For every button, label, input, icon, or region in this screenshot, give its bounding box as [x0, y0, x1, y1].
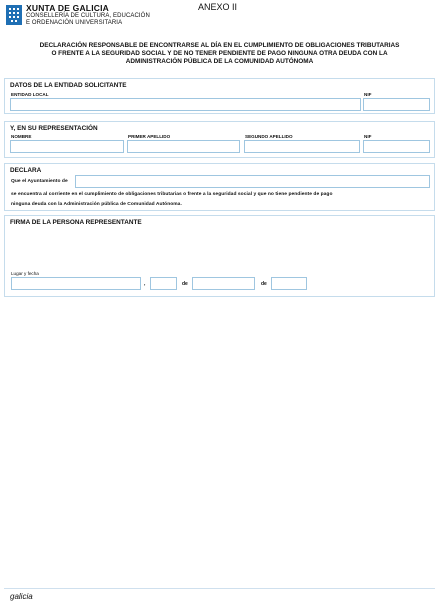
declaration-line-2: se encuentra al corriente en el cumplimiento de obligaciones tributarias o frente a la seguridad social y que no tiene pendiente de pago: [11, 192, 333, 197]
entity-local-label: ENTIDAD LOCAL: [11, 92, 49, 97]
day-field[interactable]: [150, 277, 177, 290]
title-line-1: DECLARACIÓN RESPONSABLE DE ENCONTRARSE AL DÍA EN EL CUMPLIMIENTO DE OBLIGACIONES TRIBUTARIAS: [39, 42, 400, 49]
org-name: XUNTA DE GALICIA: [26, 3, 110, 13]
declaration-section: [4, 163, 435, 211]
place-date-label: Lugar y fecha: [11, 271, 39, 276]
entity-local-field[interactable]: [10, 98, 361, 111]
first-surname-label: PRIMER APELLIDO: [128, 134, 171, 139]
galicia-brand-logo: galicia: [10, 592, 33, 601]
municipality-field[interactable]: [75, 175, 430, 188]
declaration-section-title: DECLARA: [10, 167, 42, 174]
representative-nif-label: NIF: [364, 134, 372, 139]
entity-nif-field[interactable]: [363, 98, 430, 111]
place-field[interactable]: [11, 277, 141, 290]
entity-nif-label: NIF: [364, 92, 372, 97]
name-field[interactable]: [10, 140, 124, 153]
name-label: NOMBRE: [11, 134, 32, 139]
signature-section-title: FIRMA DE LA PERSONA REPRESENTANTE: [10, 219, 142, 226]
month-field[interactable]: [192, 277, 255, 290]
second-surname-field[interactable]: [244, 140, 360, 153]
title-line-2: O FRENTE A LA SEGURIDAD SOCIAL Y DE NO TENER PENDIENTE DE PAGO NINGUNA OTRA DEUDA CON LA: [51, 50, 388, 57]
annex-label: ANEXO II: [198, 2, 238, 12]
xunta-logo-icon: [6, 5, 22, 25]
footer-divider: [4, 588, 435, 589]
representative-nif-field[interactable]: [363, 140, 430, 153]
de-separator-2: de: [261, 281, 267, 287]
second-surname-label: SEGUNDO APELLIDO: [245, 134, 293, 139]
de-separator-1: de: [182, 281, 188, 287]
signature-section: [4, 215, 435, 297]
declaration-prefix: Que el Ayuntamiento de: [11, 179, 68, 184]
entity-section-title: DATOS DE LA ENTIDAD SOLICITANTE: [10, 82, 127, 89]
first-surname-field[interactable]: [127, 140, 240, 153]
declaration-line-3: ninguna deuda con la Administración pública de Comunidad Autónoma.: [11, 202, 182, 207]
department-line-1: CONSELLERÍA DE CULTURA, EDUCACIÓN: [26, 13, 150, 19]
document-title: [20, 42, 419, 66]
comma-separator: ,: [144, 281, 146, 287]
title-line-3: ADMINISTRACIÓN PÚBLICA DE LA COMUNIDAD AUTÓNOMA: [125, 58, 314, 65]
representative-section-title: Y, EN SU REPRESENTACIÓN: [10, 125, 98, 132]
department-line-2: E ORDENACIÓN UNIVERSITARIA: [26, 20, 123, 26]
year-field[interactable]: [271, 277, 307, 290]
department-name: [26, 13, 150, 27]
representative-section: [4, 121, 435, 158]
entity-section: [4, 78, 435, 114]
